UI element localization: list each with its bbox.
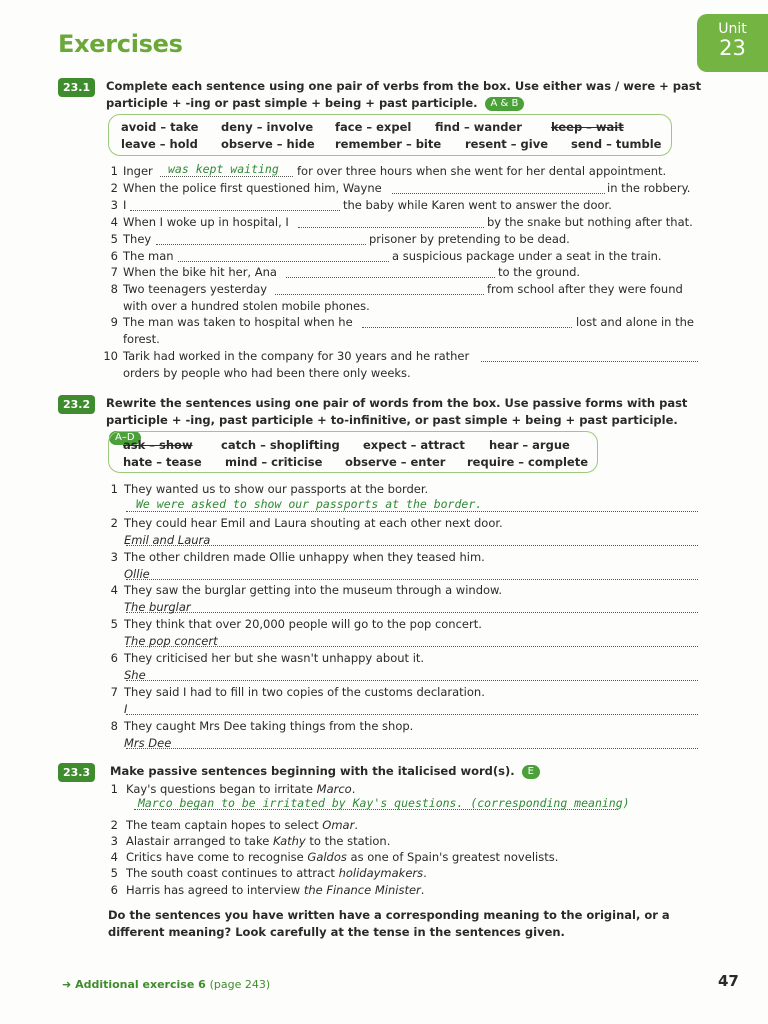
answer-line[interactable] <box>298 227 484 228</box>
unit-label: Unit <box>718 21 747 37</box>
sentence-start: When I woke up in hospital, I <box>123 215 289 229</box>
answer-line[interactable] <box>126 612 698 613</box>
item-number: 9 <box>110 315 118 329</box>
answer-line[interactable] <box>286 277 495 278</box>
sentence-part: to the station. <box>305 834 391 848</box>
ex1-instruction-text: Complete each sentence using one pair of verbs from the box. Use either was / were + past participle + -ing or past simple + being + past participle. <box>106 79 702 110</box>
answer-line[interactable] <box>178 261 389 262</box>
sentence-part: as one of Spain's greatest novelists. <box>346 850 559 864</box>
word-pair: leave – hold <box>121 137 198 151</box>
source-sentence: They could hear Emil and Laura shouting at each other next door. <box>124 516 503 530</box>
sentence-start: When the bike hit her, Ana <box>123 265 277 279</box>
answer-line[interactable] <box>126 714 698 715</box>
answer-line[interactable] <box>362 327 572 328</box>
item-number: 7 <box>110 265 118 279</box>
item-number: 4 <box>110 215 118 229</box>
sentence-end: from school after they were found <box>487 282 683 296</box>
source-sentence: They wanted us to show our passports at the border. <box>124 482 429 496</box>
arrow-right-icon: ➜ <box>62 978 72 991</box>
item-number: 1 <box>110 482 118 496</box>
word-pair-used: keep – wait <box>551 120 624 134</box>
item-number: 1 <box>110 782 118 796</box>
sentence-start: When the police first questioned him, Wayne <box>123 181 382 195</box>
answer-line[interactable] <box>160 176 293 177</box>
sentence-continuation: orders by people who had been there only weeks. <box>123 366 411 380</box>
italicised-word: Galdos <box>307 850 347 864</box>
ex1-header <box>58 78 101 97</box>
source-sentence: They think that over 20,000 people will go to the pop concert. <box>124 617 482 631</box>
italicised-word: the Finance Minister <box>303 883 421 897</box>
word-pair: avoid – take <box>121 120 199 134</box>
italicised-word: Omar <box>322 818 355 832</box>
sentence-continuation: with over a hundred stolen mobile phones. <box>123 299 370 313</box>
word-pair-used: ask – show <box>123 438 193 452</box>
sentence-part: . <box>420 883 425 897</box>
sentence-part: . <box>423 866 427 880</box>
source-sentence: The other children made Ollie unhappy when they teased him. <box>124 550 485 564</box>
answer-line[interactable] <box>275 294 484 295</box>
word-pair: require – complete <box>467 455 589 469</box>
sentence-end: by the snake but nothing after that. <box>487 215 693 229</box>
item-number: 8 <box>110 719 118 733</box>
unit-number: 23 <box>719 36 746 60</box>
source-sentence <box>126 833 390 850</box>
sentence-start: The man was taken to hospital when he <box>123 315 353 329</box>
italicised-word: Kathy <box>272 834 306 848</box>
item-number: 2 <box>110 181 118 195</box>
sentence-start: They <box>123 232 152 246</box>
word-pair: observe – hide <box>221 137 315 151</box>
item-number: 2 <box>110 818 118 832</box>
sentence-part: Harris has agreed to interview <box>126 883 304 897</box>
page-number: 47 <box>718 972 739 990</box>
word-pair: observe – enter <box>345 455 446 469</box>
source-sentence: They criticised her but she wasn't unhappy about it. <box>124 651 425 665</box>
item-number: 6 <box>110 651 118 665</box>
answer-line[interactable] <box>126 748 698 749</box>
ex1-section-tag: A & B <box>485 97 525 111</box>
item-number: 3 <box>110 550 118 564</box>
sentence-continuation: forest. <box>123 332 160 346</box>
link-page: (page 243) <box>209 978 271 991</box>
ex2-section-tag: A–D <box>109 431 141 445</box>
source-sentence: They saw the burglar getting into the museum through a window. <box>124 583 503 597</box>
sentence-end: the baby while Karen went to answer the door. <box>343 198 612 212</box>
sentence-start: Two teenagers yesterday <box>123 282 268 296</box>
sentence-end: for over three hours when she went for her dental appointment. <box>297 164 667 178</box>
ex3-instruction-text: Make passive sentences beginning with the italicised word(s). <box>110 764 515 778</box>
reflection-question: Do the sentences you have written have a corresponding meaning to the original, or a different meaning? Look carefully at the tense in the sentences given. <box>108 908 670 939</box>
sentence-end: lost and alone in the <box>576 315 694 329</box>
word-pair: mind – criticise <box>225 455 323 469</box>
answer-prompt: Ollie <box>124 567 150 581</box>
sentence-part: . <box>351 782 356 796</box>
item-number: 5 <box>110 232 118 246</box>
additional-exercise-link[interactable] <box>62 978 270 991</box>
item-number: 7 <box>110 685 118 699</box>
ex2-word-box <box>108 431 598 473</box>
source-sentence <box>126 882 424 899</box>
ex3-instruction <box>110 763 710 780</box>
answer-line[interactable] <box>126 545 698 546</box>
source-sentence: They said I had to fill in two copies of the customs declaration. <box>124 685 485 699</box>
answer-prompt: Emil and Laura <box>124 533 211 547</box>
sentence-end: to the ground. <box>498 265 581 279</box>
sentence-start: Inger <box>123 164 153 178</box>
item-number: 10 <box>103 349 118 363</box>
word-pair: face – expel <box>335 120 412 134</box>
answer-line[interactable] <box>126 511 698 512</box>
item-number: 1 <box>110 164 118 178</box>
ex3-section-tag: E <box>522 765 540 779</box>
word-pair: hear – argue <box>489 438 570 452</box>
item-number: 4 <box>110 850 118 864</box>
word-pair: deny – involve <box>221 120 314 134</box>
sentence-part: Kay's questions began to irritate <box>126 782 317 796</box>
sentence-end: a suspicious package under a seat in the train. <box>392 249 662 263</box>
unit-tab <box>697 14 768 72</box>
item-number: 5 <box>110 866 118 880</box>
answer-line[interactable] <box>156 244 366 245</box>
item-number: 5 <box>110 617 118 631</box>
answer-line[interactable] <box>126 579 698 580</box>
ex1-badge: 23.1 <box>58 78 95 97</box>
handwritten-answer: Marco began to be irritated by Kay's questions. (corresponding meaning) <box>138 796 630 810</box>
word-pair: expect – attract <box>363 438 465 452</box>
sentence-part: Critics have come to recognise <box>126 850 308 864</box>
italicised-word: Marco <box>316 782 352 796</box>
source-sentence: They caught Mrs Dee taking things from the shop. <box>124 719 414 733</box>
ex1-instruction <box>106 78 706 112</box>
sentence-part: . <box>354 818 358 832</box>
answer-line[interactable] <box>392 193 605 194</box>
handwritten-answer: was kept waiting <box>168 162 279 176</box>
item-number: 8 <box>110 282 118 296</box>
answer-prompt: Mrs Dee <box>124 736 172 750</box>
answer-line[interactable] <box>130 210 340 211</box>
word-pair: catch – shoplifting <box>221 438 340 452</box>
sentence-start: The man <box>123 249 174 263</box>
sentence-part: The team captain hopes to select <box>126 818 323 832</box>
answer-prompt: The burglar <box>124 600 191 614</box>
answer-line[interactable] <box>481 361 698 362</box>
word-pair: hate – tease <box>123 455 202 469</box>
item-number: 2 <box>110 516 118 530</box>
sentence-start: Tarik had worked in the company for 30 years and he rather <box>123 349 470 363</box>
ex2-badge: 23.2 <box>58 395 95 414</box>
sentence-end: in the robbery. <box>607 181 691 195</box>
handwritten-answer: We were asked to show our passports at the border. <box>136 497 483 511</box>
word-pair: resent – give <box>465 137 549 151</box>
link-label: Additional exercise 6 <box>75 978 206 991</box>
answer-prompt: I <box>124 702 128 716</box>
ex2-header <box>58 395 101 414</box>
source-sentence <box>126 865 427 882</box>
sentence-part: Alastair arranged to take <box>126 834 273 848</box>
ex2-instruction-text: Rewrite the sentences using one pair of words from the box. Use passive forms with past participle + -ing, past participle + to-infinitive, or past simple + being + past participle. <box>106 396 688 427</box>
item-number: 6 <box>110 249 118 263</box>
item-number: 4 <box>110 583 118 597</box>
page-title: Exercises <box>58 30 183 58</box>
ex1-word-box <box>108 114 672 156</box>
word-pair: find – wander <box>435 120 522 134</box>
item-number: 3 <box>110 198 118 212</box>
answer-prompt: She <box>124 668 146 682</box>
source-sentence <box>126 849 558 866</box>
source-sentence <box>126 817 358 834</box>
word-pair: send – tumble <box>571 137 662 151</box>
italicised-word: holidaymakers <box>338 866 424 880</box>
sentence-part: The south coast continues to attract <box>126 866 339 880</box>
word-pair: remember – bite <box>335 137 442 151</box>
answer-line[interactable] <box>126 680 698 681</box>
item-number: 6 <box>110 883 118 897</box>
sentence-start: I <box>123 198 127 212</box>
answer-prompt: The pop concert <box>124 634 218 648</box>
ex3-badge: 23.3 <box>58 763 95 782</box>
sentence-end: prisoner by pretending to be dead. <box>369 232 570 246</box>
item-number: 3 <box>110 834 118 848</box>
ex3-header <box>58 763 101 782</box>
